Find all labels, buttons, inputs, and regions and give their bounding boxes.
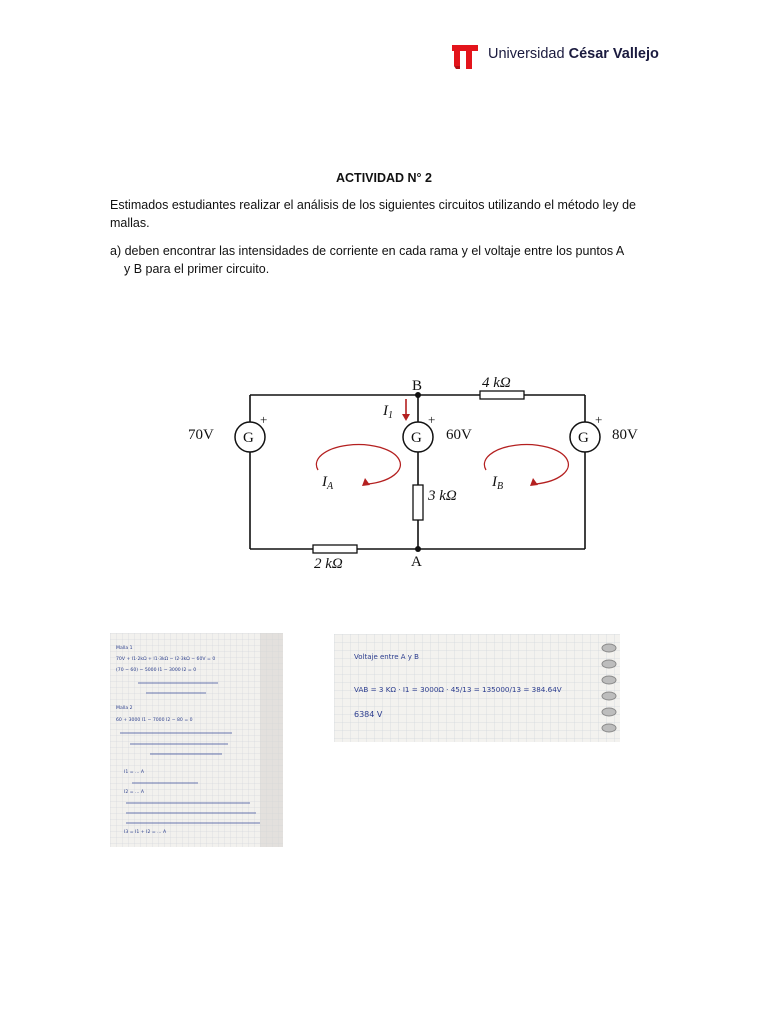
resistor-3k	[413, 485, 423, 520]
voltage-title: Voltaje entre A y B	[354, 653, 419, 661]
source-60v-symbol: G	[411, 430, 422, 446]
mesh-current-ib	[484, 445, 568, 492]
item-a-paragraph	[110, 242, 670, 278]
resistor-4k-label: 4 kΩ	[482, 375, 511, 391]
note-line-3: (70 − 60) − 5000 I1 − 3000 I2 = 0	[116, 668, 197, 673]
svg-text:I1: $I_1$	[383, 403, 393, 421]
notebook-photo-mesh-equations	[110, 633, 283, 847]
svg-text:IB: $I_B$	[492, 474, 504, 492]
source-60v-label: 60V	[446, 427, 472, 443]
note-line-2: 70V + I1·2kΩ + I1·3kΩ − I2·3kΩ − 60V = 0	[116, 657, 216, 662]
source-80v-symbol: G	[578, 430, 589, 446]
ucv-shield-icon	[450, 42, 480, 72]
source-80v-plus: +	[595, 412, 603, 427]
university-name: Universidad César Vallejo	[488, 46, 659, 62]
source-60v-plus: +	[428, 412, 436, 427]
note-line-8: I3 = I1 + I2 = ... A	[124, 830, 167, 835]
notebook-photo-voltage-ab	[334, 634, 620, 742]
intro-paragraph: Estimados estudiantes realizar el análisis de los siguientes circuitos utilizando el método ley de mallas.	[110, 198, 636, 230]
source-60v	[403, 412, 472, 452]
source-80v-label: 80V	[612, 427, 638, 443]
note-line-7: I2 = ... A	[124, 790, 145, 795]
source-70v-label: 70V	[188, 427, 214, 443]
note-line-5: 60 + 3000 I1 − 7000 I2 − 80 = 0	[116, 718, 193, 723]
source-70v-symbol: G	[243, 430, 254, 446]
resistor-2k	[313, 545, 357, 553]
voltage-result: 6384 V	[354, 710, 383, 719]
node-b-label: B	[412, 378, 423, 394]
resistor-4k	[480, 391, 524, 399]
notebook-grid-2	[334, 634, 620, 742]
resistor-3k-label: 3 kΩ	[428, 488, 457, 504]
item-a-line2: y B para el primer circuito.	[124, 262, 270, 276]
voltage-equation: VAB = 3 KΩ · I1 = 3000Ω · 45/13 = 135000/13 = 384.64V	[354, 685, 562, 694]
university-logo	[450, 40, 690, 74]
node-a-label: A	[411, 554, 422, 570]
source-70v-plus: +	[260, 412, 268, 427]
source-70v	[188, 412, 267, 452]
circuit-wires	[250, 395, 585, 549]
note-line-6: I1 = ... A	[124, 770, 145, 775]
source-80v	[570, 412, 638, 452]
page-title: ACTIVIDAD N° 2	[336, 171, 432, 185]
note-line-4: Malla 2	[116, 706, 133, 711]
branch-current-i1	[382, 399, 410, 421]
resistor-2k-label: 2 kΩ	[314, 556, 343, 572]
note-line-1: Malla 1	[116, 646, 133, 651]
notebook-grid	[110, 633, 283, 847]
svg-text:IA: $I_A$	[322, 474, 334, 492]
node-a-dot	[415, 546, 421, 552]
mesh-current-ia	[316, 445, 400, 492]
item-a-line1: a) deben encontrar las intensidades de corriente en cada rama y el voltaje entre los puntos A	[110, 244, 625, 258]
circuit-diagram	[180, 372, 650, 572]
